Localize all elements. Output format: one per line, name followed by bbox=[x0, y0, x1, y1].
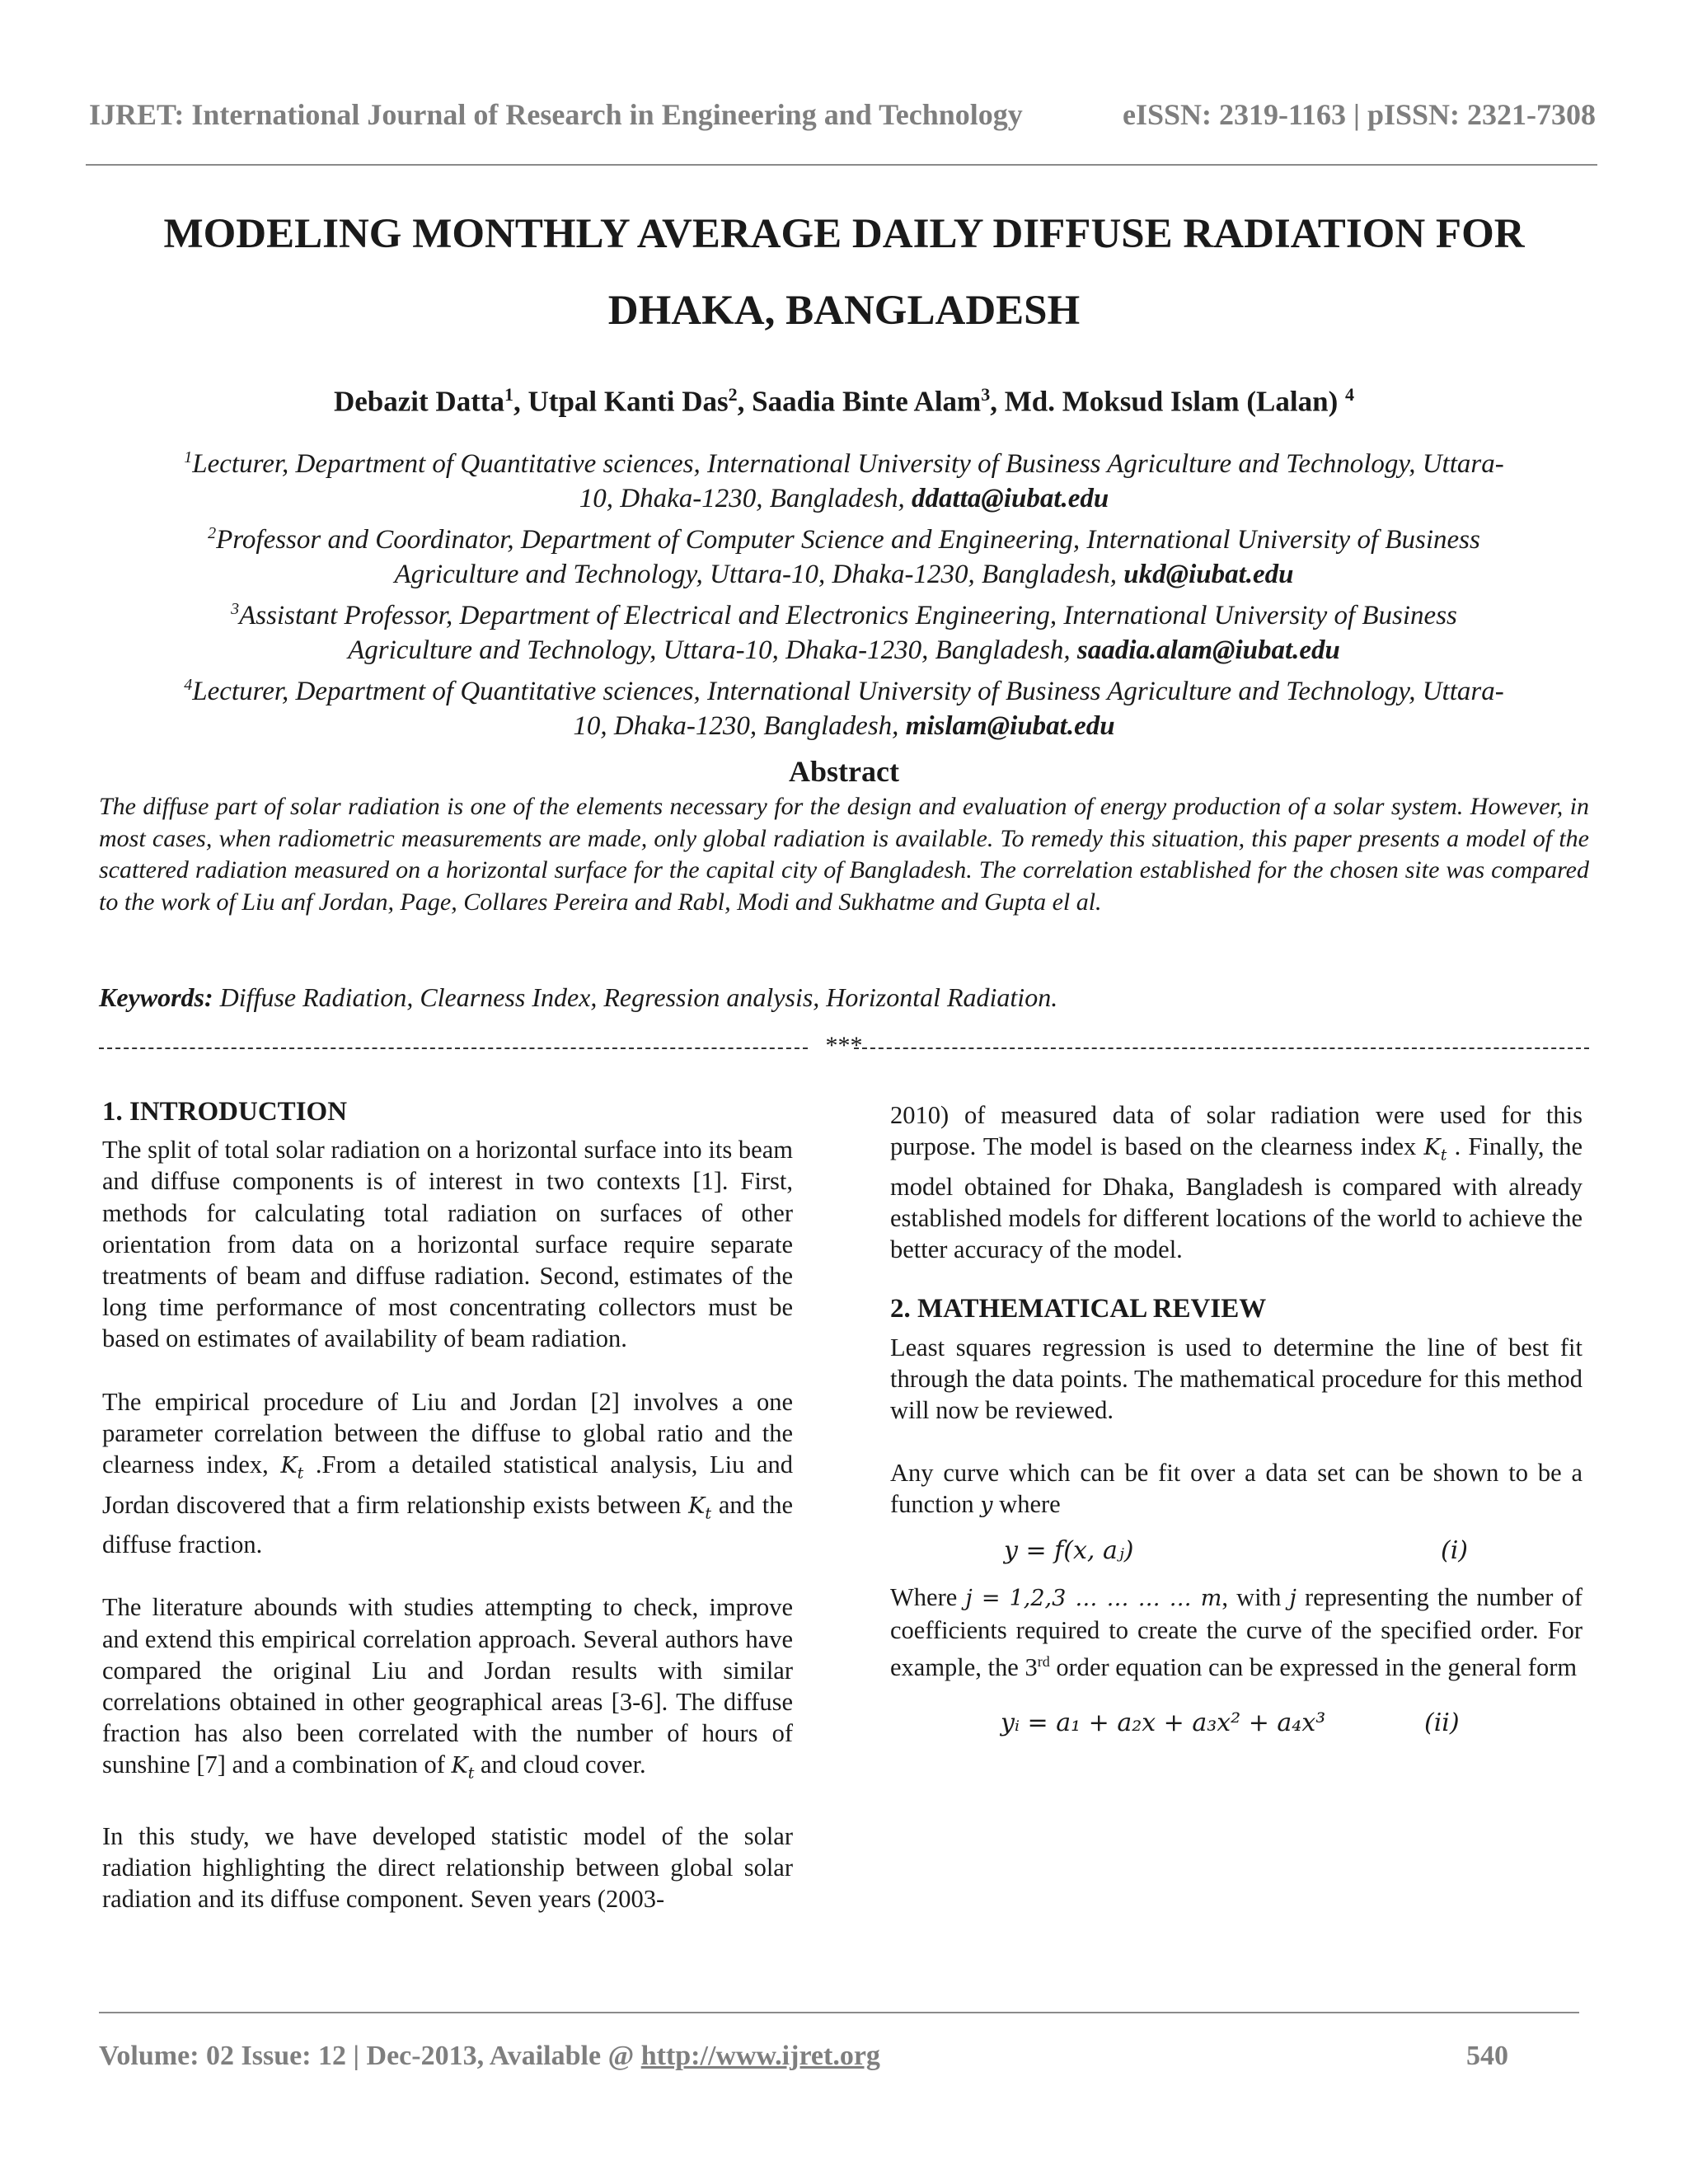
author-index: 3 bbox=[981, 384, 991, 405]
paragraph-text: .From a detailed statistical analysis, Liu and Jordan discovered that a firm relationship exists between bbox=[102, 1451, 793, 1519]
paragraph-text: Where bbox=[890, 1582, 966, 1611]
intro-paragraph-1: The split of total solar radiation on a horizontal surface into its beam and diffuse components is of interest in two contexts [1]. First, methods for calculating total radiation on surfaces of other orientation from data on a horizontal surface require separate treatments of beam and diffuse radiation. Second, estimates of the long time performance of most concentrating collectors must be based on estimates of availability of beam radiation. bbox=[102, 1136, 793, 1353]
author-separator: , bbox=[990, 385, 1005, 418]
section-separator bbox=[99, 1032, 1589, 1060]
page-footer bbox=[99, 2041, 1579, 2072]
paragraph-text: The literature abounds with studies attempting to check, improve and extend this empirical correlation approach. Several authors have compared the original Liu and Jordan results with similar correlations obtained in other geographical areas [3-6]. The diffuse fraction has also been correlated with the number of hours of sunshine [7] and a combination of bbox=[102, 1593, 793, 1779]
kt-base: K bbox=[280, 1453, 298, 1479]
journal-name: IJRET: International Journal of Research in Engineering and Technology bbox=[89, 98, 1023, 131]
affiliation-index: 2 bbox=[208, 524, 217, 542]
affiliation-text: Lecturer, Department of Quantitative sciences, International University of Business Agriculture and Technology, Uttara- bbox=[192, 449, 1504, 479]
separator-stars: *** bbox=[825, 1032, 863, 1059]
affiliation-list bbox=[82, 440, 1606, 743]
abstract-heading: Abstract bbox=[789, 755, 899, 788]
affiliation-text: 10, Dhaka-1230, Bangladesh, bbox=[579, 484, 912, 513]
j-range: j = 1,2,3 … … … … m bbox=[965, 1585, 1222, 1611]
kt-subscript: t bbox=[297, 1464, 304, 1483]
author-email[interactable]: saadia.alam@iubat.edu bbox=[1076, 635, 1340, 665]
paragraph-text: and the diffuse fraction. bbox=[102, 1490, 793, 1559]
keywords-label: Keywords: bbox=[99, 982, 213, 1012]
affiliation-line bbox=[82, 481, 1606, 516]
author-email[interactable]: ukd@iubat.edu bbox=[1123, 560, 1294, 589]
author-email[interactable]: ddatta@iubat.edu bbox=[912, 484, 1109, 513]
kt-base: K bbox=[451, 1753, 468, 1779]
kt-symbol bbox=[280, 1453, 304, 1483]
affiliation-text: Agriculture and Technology, Uttara-10, Dhaka-1230, Bangladesh, bbox=[394, 560, 1124, 589]
keywords bbox=[99, 982, 1589, 1013]
intro-paragraph-3 bbox=[102, 1591, 793, 1789]
author-index: 4 bbox=[1345, 384, 1354, 405]
affiliation-index: 1 bbox=[184, 448, 193, 466]
author-name: Debazit Datta bbox=[333, 385, 505, 418]
author-email[interactable]: mislam@iubat.edu bbox=[905, 711, 1115, 741]
paragraph-text: The empirical procedure of Liu and Jordan [2] involves a one parameter correlation between the diffuse to global ratio and the clearness index, bbox=[102, 1387, 793, 1479]
affiliation-line bbox=[82, 516, 1606, 557]
equation-1-number: (i) bbox=[1441, 1535, 1469, 1565]
issn-numbers: eISSN: 2319-1163 | pISSN: 2321-7308 bbox=[1123, 98, 1596, 131]
author-separator: , bbox=[513, 385, 528, 418]
header-rule bbox=[86, 164, 1597, 166]
author-index: 1 bbox=[504, 384, 514, 405]
affiliation-text: Agriculture and Technology, Uttara-10, Dhaka-1230, Bangladesh, bbox=[348, 635, 1077, 665]
affiliation-text: Assistant Professor, Department of Electrical and Electronics Engineering, International University of Business bbox=[239, 601, 1457, 630]
author-name: Md. Moksud Islam (Lalan) bbox=[1004, 385, 1345, 418]
intro-paragraph-4: In this study, we have developed statistic model of the solar radiation highlighting the direct relationship between global solar radiation and its diffuse component. Seven years (2003- bbox=[102, 1822, 793, 1914]
affiliation-index: 3 bbox=[231, 600, 240, 618]
right-paragraph-4 bbox=[890, 1582, 1582, 1684]
affiliation-line bbox=[82, 557, 1606, 592]
affiliation-text: Lecturer, Department of Quantitative sciences, International University of Business Agriculture and Technology, Uttara- bbox=[192, 677, 1504, 706]
y-symbol: y bbox=[980, 1493, 993, 1519]
paragraph-text: order equation can be expressed in the general form bbox=[1049, 1653, 1578, 1682]
kt-symbol bbox=[1423, 1135, 1447, 1165]
kt-subscript: t bbox=[705, 1504, 711, 1523]
intro-heading: 1. INTRODUCTION bbox=[102, 1097, 348, 1127]
right-column bbox=[890, 1099, 1582, 1750]
equation-1-expression: y = f(x, aⱼ) bbox=[1004, 1535, 1134, 1565]
affiliation-text: Professor and Coordinator, Department of Computer Science and Engineering, International University of Business bbox=[216, 525, 1480, 555]
affiliation-line bbox=[82, 592, 1606, 633]
equation-1 bbox=[890, 1529, 1582, 1578]
kt-subscript: t bbox=[1440, 1146, 1447, 1165]
affiliation-index: 4 bbox=[184, 676, 193, 694]
journal-link[interactable]: http://www.ijret.org bbox=[640, 2041, 880, 2071]
intro-paragraph-2 bbox=[102, 1386, 793, 1561]
paragraph-text: representing the number of coefficients required to create the curve of the specified order. For example, the 3 bbox=[890, 1582, 1582, 1682]
paragraph-text: . Finally, the model obtained for Dhaka, Bangladesh is compared with already established models for different locations of the world to achieve the better accuracy of the model. bbox=[890, 1132, 1582, 1264]
page-number: 540 bbox=[1466, 2041, 1508, 2071]
paragraph-text: , with bbox=[1221, 1582, 1290, 1611]
affiliation-text: 10, Dhaka-1230, Bangladesh, bbox=[573, 711, 906, 741]
title-line-1: MODELING MONTHLY AVERAGE DAILY DIFFUSE RADIATION FOR bbox=[163, 211, 1525, 257]
right-paragraph-3 bbox=[890, 1457, 1582, 1521]
kt-symbol bbox=[451, 1753, 475, 1783]
paragraph-text: where bbox=[992, 1490, 1061, 1519]
paper-title bbox=[82, 196, 1606, 349]
equation-2-expression: yᵢ = a₁ + a₂x + a₃x² + a₄x³ bbox=[1001, 1708, 1326, 1738]
title-line-2: DHAKA, BANGLADESH bbox=[607, 288, 1081, 334]
keywords-text: Diffuse Radiation, Clearness Index, Regression analysis, Horizontal Radiation. bbox=[213, 982, 1058, 1012]
kt-base: K bbox=[1423, 1135, 1441, 1161]
author-name: Utpal Kanti Das bbox=[528, 385, 729, 418]
affiliation-line bbox=[82, 709, 1606, 743]
ordinal-suffix: rd bbox=[1037, 1653, 1050, 1671]
kt-base: K bbox=[688, 1493, 706, 1519]
author-index: 2 bbox=[728, 384, 738, 405]
right-paragraph-2: Least squares regression is used to determine the line of best fit through the data points. The mathematical procedure for this method will now be reviewed. bbox=[890, 1333, 1582, 1425]
right-paragraph-1 bbox=[890, 1099, 1582, 1265]
author-list bbox=[82, 384, 1606, 419]
equation-2-number: (ii) bbox=[1424, 1708, 1460, 1738]
footer-volume: Volume: 02 Issue: 12 | Dec-2013, Available @ bbox=[99, 2041, 641, 2071]
paragraph-text: 2010) of measured data of solar radiation were used for this purpose. The model is based on the clearness index bbox=[890, 1101, 1582, 1161]
footer-rule bbox=[99, 2012, 1579, 2013]
author-name: Saadia Binte Alam bbox=[752, 385, 982, 418]
paragraph-text: Any curve which can be fit over a data set can be shown to be a function bbox=[890, 1459, 1582, 1519]
math-review-heading: 2. MATHEMATICAL REVIEW bbox=[890, 1294, 1267, 1324]
author-separator: , bbox=[737, 385, 753, 418]
paragraph-text: and cloud cover. bbox=[474, 1750, 646, 1779]
affiliation-line bbox=[82, 440, 1606, 481]
kt-subscript: t bbox=[467, 1764, 475, 1783]
affiliation-line bbox=[82, 633, 1606, 668]
kt-symbol bbox=[688, 1493, 711, 1523]
equation-2 bbox=[890, 1701, 1582, 1750]
j-symbol: j bbox=[1289, 1585, 1296, 1611]
left-column bbox=[102, 1096, 793, 1915]
affiliation-line bbox=[82, 668, 1606, 709]
abstract-text: The diffuse part of solar radiation is one of the elements necessary for the design and evaluation of energy production of a solar system. However, in most cases, when radiometric measurements are made, only global radiation is available. To remedy this situation, this paper presents a model of the scattered radiation measured on a horizontal surface for the capital city of Bangladesh. The correlation established for the chosen site was compared to the work of Liu anf Jordan, Page, Collares Pereira and Rabl, Modi and Sukhatme and Gupta el al. bbox=[99, 793, 1589, 916]
